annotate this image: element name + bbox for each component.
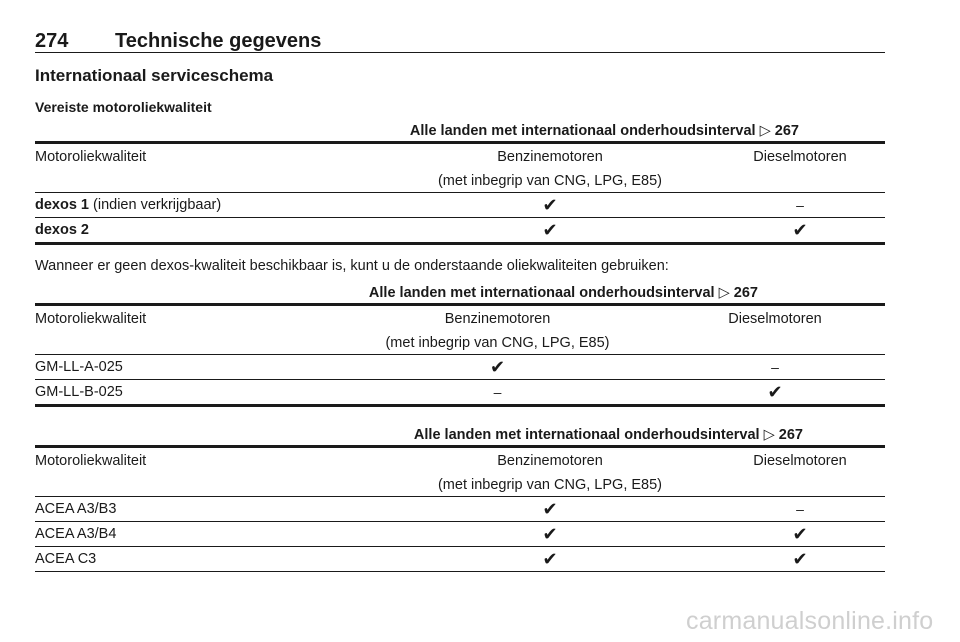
page-header <box>35 30 885 53</box>
diesel-dash: – <box>715 193 885 218</box>
header-row <box>35 305 885 332</box>
header-subrow <box>35 331 885 355</box>
subsection-title: Vereiste motoroliekwaliteit <box>35 99 212 115</box>
scope-row <box>35 121 885 143</box>
oil-quality-cell: dexos 2 <box>35 218 385 244</box>
table-row <box>35 218 885 244</box>
table-row <box>35 193 885 218</box>
table-row <box>35 355 885 380</box>
diesel-check-icon: ✔ <box>715 547 885 572</box>
oil-quality-cell: ACEA A3/B3 <box>35 497 385 522</box>
oil-quality-cell: ACEA A3/B4 <box>35 522 385 547</box>
diesel-dash: – <box>665 355 885 380</box>
col-quality-header: Motoroliekwaliteit <box>35 143 385 170</box>
scope-row <box>35 283 885 305</box>
table-row <box>35 547 885 572</box>
header-row <box>35 143 885 170</box>
oil-quality-cell: GM-LL-A-025 <box>35 355 330 380</box>
diesel-check-icon: ✔ <box>715 218 885 244</box>
petrol-check-icon: ✔ <box>385 193 715 218</box>
col-quality-header: Motoroliekwaliteit <box>35 305 330 332</box>
diesel-check-icon: ✔ <box>715 522 885 547</box>
petrol-check-icon: ✔ <box>385 522 715 547</box>
oil-quality-table-dexos <box>35 121 885 245</box>
petrol-check-icon: ✔ <box>385 497 715 522</box>
page-ref-arrow-icon: ▷ <box>718 285 730 301</box>
header-subrow <box>35 473 885 497</box>
chapter-title: Technische gegevens <box>115 30 322 52</box>
col-diesel-header: Dieselmotoren <box>715 143 885 170</box>
col-diesel-header: Dieselmotoren <box>715 447 885 474</box>
diesel-dash: – <box>715 497 885 522</box>
page-ref-arrow-icon: ▷ <box>759 123 771 139</box>
header-subrow <box>35 169 885 193</box>
col-petrol-header: Benzinemotoren <box>385 143 715 170</box>
watermark: carmanualsonline.info <box>686 607 934 635</box>
petrol-check-icon: ✔ <box>385 218 715 244</box>
table-row <box>35 380 885 406</box>
table-row <box>35 522 885 547</box>
page-ref-link[interactable]: 267 <box>733 285 758 301</box>
col-petrol-subheader: (met inbegrip van CNG, LPG, E85) <box>437 172 663 189</box>
scope-row <box>35 425 885 447</box>
col-petrol-header: Benzinemotoren <box>385 447 715 474</box>
scope-label: Alle landen met internationaal onderhoudsinterval ▷ 267 <box>409 123 799 139</box>
scope-label: Alle landen met internationaal onderhoudsinterval ▷ 267 <box>368 285 758 301</box>
petrol-check-icon: ✔ <box>330 355 665 380</box>
header-row <box>35 447 885 474</box>
petrol-check-icon: ✔ <box>385 547 715 572</box>
intro-text: Wanneer er geen dexos-kwaliteit beschikbaar is, kunt u de onderstaande oliekwaliteiten gebruiken: <box>35 258 669 274</box>
oil-quality-cell: ACEA C3 <box>35 547 385 572</box>
col-quality-header: Motoroliekwaliteit <box>35 447 385 474</box>
petrol-dash: – <box>330 380 665 406</box>
table-row <box>35 497 885 522</box>
oil-quality-table-acea <box>35 425 885 572</box>
oil-quality-cell: GM-LL-B-025 <box>35 380 330 406</box>
col-petrol-header: Benzinemotoren <box>330 305 665 332</box>
page-ref-arrow-icon: ▷ <box>763 427 775 443</box>
page-number: 274 <box>35 30 69 52</box>
section-title: Internationaal serviceschema <box>35 66 274 85</box>
col-petrol-subheader: (met inbegrip van CNG, LPG, E85) <box>385 334 610 351</box>
oil-quality-table-gm <box>35 283 885 407</box>
col-petrol-subheader: (met inbegrip van CNG, LPG, E85) <box>437 476 663 493</box>
page-ref-link[interactable]: 267 <box>774 123 799 139</box>
diesel-check-icon: ✔ <box>665 380 885 406</box>
page-ref-link[interactable]: 267 <box>778 427 803 443</box>
scope-label: Alle landen met internationaal onderhoudsinterval ▷ 267 <box>413 427 803 443</box>
oil-quality-cell: dexos 1 (indien verkrijgbaar) <box>35 193 385 218</box>
col-diesel-header: Dieselmotoren <box>665 305 885 332</box>
